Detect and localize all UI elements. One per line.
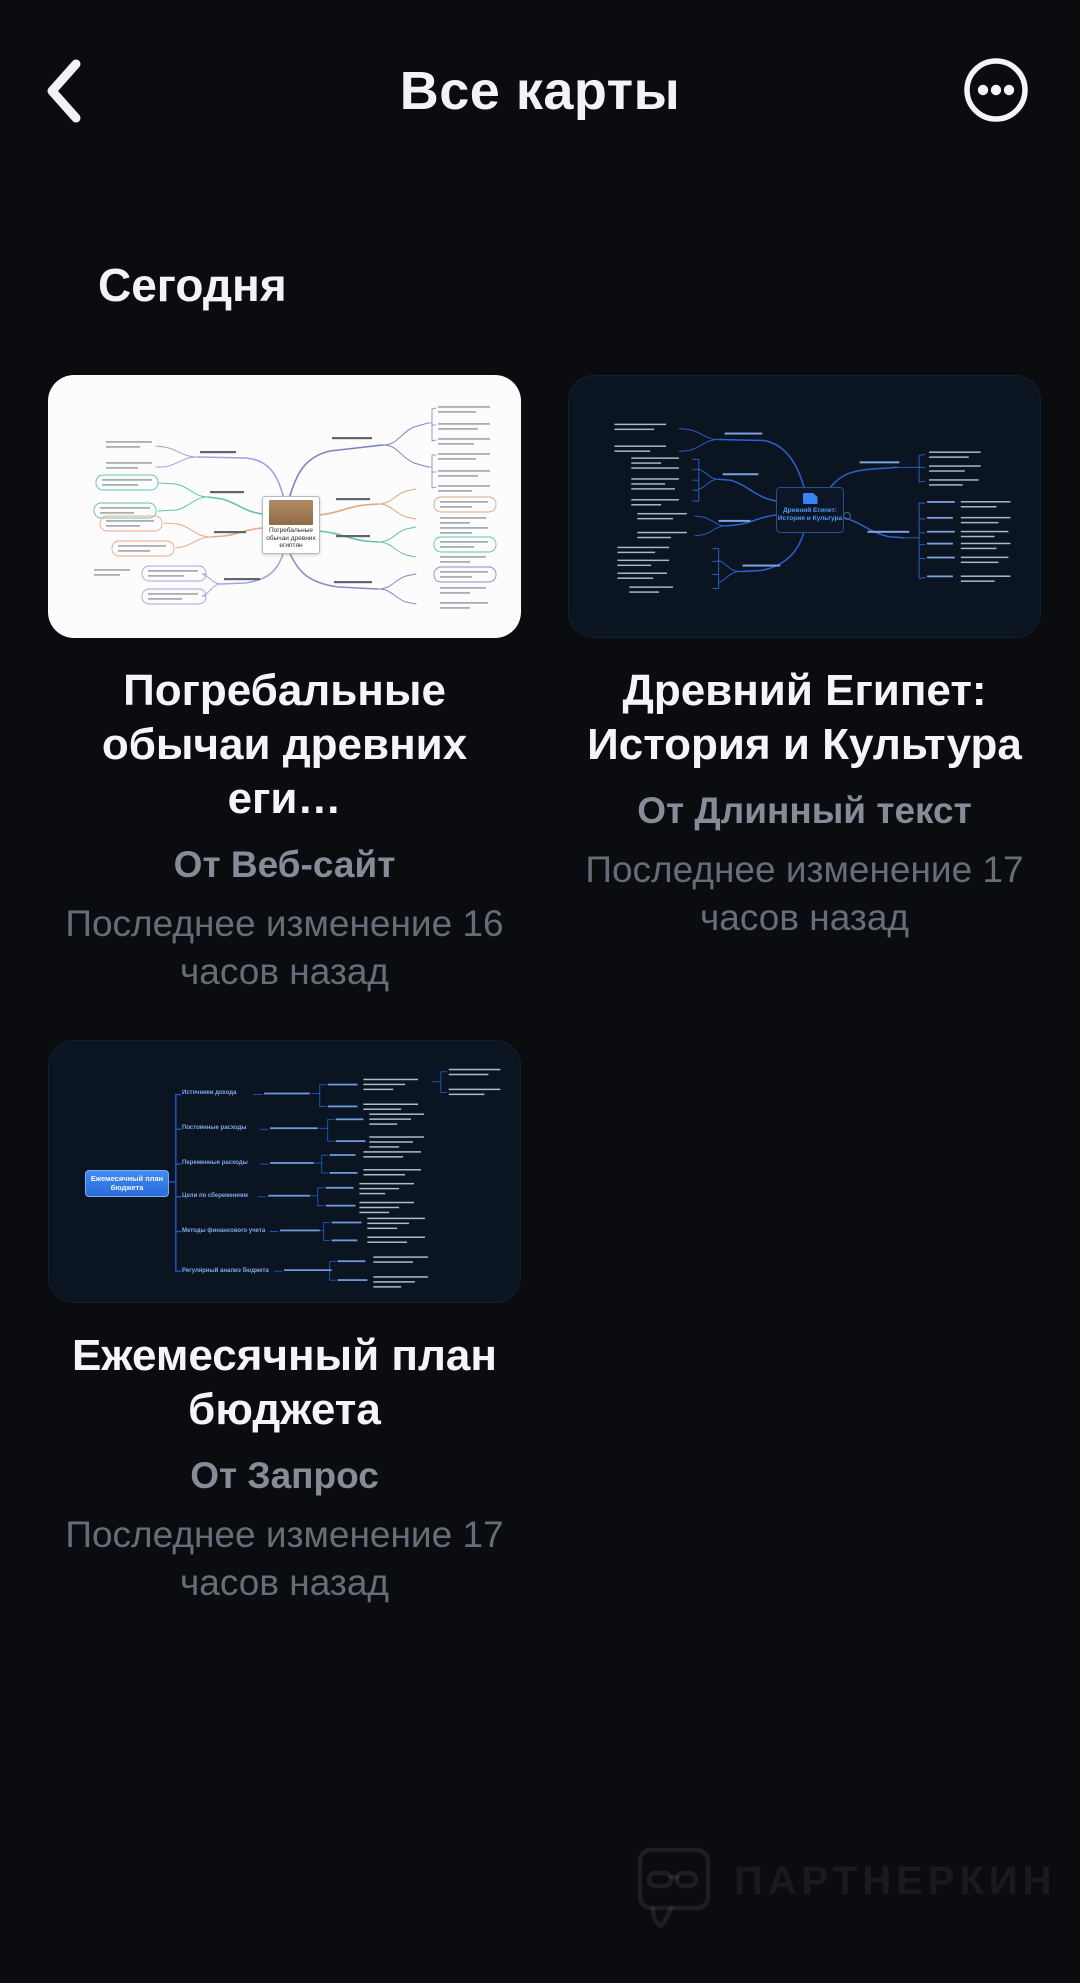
watermark <box>636 1846 1057 1933</box>
map-title <box>48 664 521 826</box>
map-modified-line: часов назад <box>179 1562 389 1603</box>
center-node-label-line: египтян <box>279 542 303 549</box>
branch-label: Регулярный анализ бюджета <box>182 1268 269 1274</box>
more-menu-button[interactable] <box>962 56 1030 124</box>
branch-label: Методы финансового учета <box>182 1228 266 1234</box>
map-modified <box>48 900 521 996</box>
map-modified-line: Последнее изменение 16 <box>65 903 504 944</box>
branch-label: Постоянные расходы <box>182 1125 247 1131</box>
branch-label: Источники дохода <box>182 1090 237 1096</box>
map-modified-line: часов назад <box>699 897 909 938</box>
map-title-line: бюджета <box>188 1385 381 1434</box>
map-title-line: История и Культура <box>587 720 1022 769</box>
map-modified <box>568 846 1041 942</box>
center-node-label-line: Древний Египет: <box>783 507 837 514</box>
root-node-label-line: Ежемесячный план <box>90 1174 164 1183</box>
map-card-ancient-egypt[interactable] <box>568 375 1041 942</box>
watermark-text: ПАРТНЕРКИН <box>734 1859 1057 1903</box>
page-title: Все карты <box>399 61 681 121</box>
map-source: От Запрос <box>190 1455 379 1496</box>
center-node-label-line: обычаи древних <box>266 534 316 542</box>
map-card-funeral-customs[interactable] <box>48 375 521 996</box>
map-thumbnail <box>48 375 521 638</box>
root-node-label-line: бюджета <box>110 1183 144 1192</box>
section-title-today: Сегодня <box>98 259 287 311</box>
mindmap-center-node <box>262 496 320 554</box>
map-card-budget-plan[interactable] <box>48 1040 521 1607</box>
maps-grid <box>48 375 1041 1607</box>
ellipsis-circle-icon <box>962 112 1030 127</box>
map-title-line: Погребальные <box>123 666 446 715</box>
collapse-badge-icon <box>843 512 851 520</box>
center-node-image <box>269 500 313 525</box>
map-title <box>48 1329 521 1437</box>
map-title <box>568 664 1041 772</box>
partnerkin-logo-icon <box>636 1846 712 1933</box>
center-node-label-line: Погребальные <box>268 527 314 534</box>
document-icon <box>803 493 818 504</box>
map-modified-line: Последнее изменение 17 <box>65 1514 504 1555</box>
map-thumbnail <box>568 375 1041 638</box>
map-modified-line: часов назад <box>179 951 389 992</box>
mindmap-center-node <box>776 487 844 533</box>
branch-label: Цели по сбережениям <box>182 1193 248 1199</box>
map-modified-line: Последнее изменение 17 <box>585 849 1024 890</box>
mindmap-root-node <box>85 1170 169 1197</box>
map-title-line: Ежемесячный план <box>72 1331 497 1380</box>
map-source: От Веб-сайт <box>173 844 396 885</box>
map-title-line: обычаи древних еги… <box>101 720 468 823</box>
branch-label: Переменные расходы <box>182 1160 248 1166</box>
center-node-label-line: История и Культура <box>777 514 843 522</box>
map-source: От Длинный текст <box>637 790 972 831</box>
map-modified <box>48 1511 521 1607</box>
header <box>0 0 1080 170</box>
map-title-line: Древний Египет: <box>622 666 987 715</box>
map-thumbnail <box>48 1040 521 1303</box>
